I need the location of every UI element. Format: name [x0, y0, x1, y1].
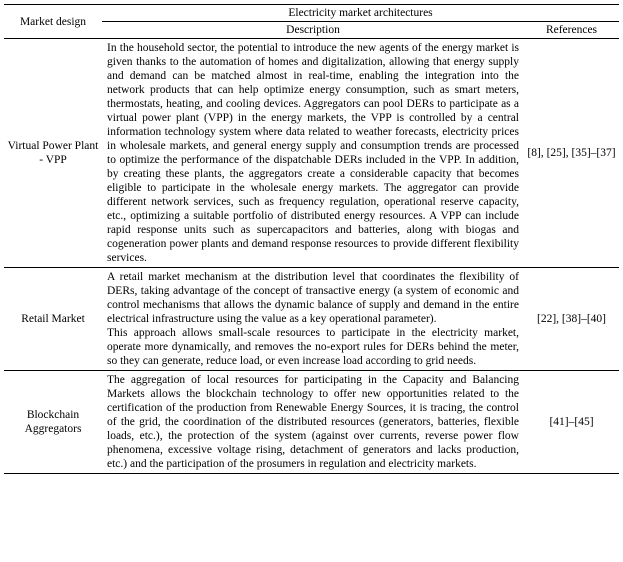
- market-design-label-blockchain: Blockchain Aggregators: [4, 371, 102, 474]
- description-paragraph: This approach allows small-scale resources to participate in the electricity market, operate more dynamically, and removes the no-export rules for DERs behind the meter, so they can generate, reduce load, or even increase load according to grid needs.: [107, 327, 519, 367]
- description-paragraph: A retail market mechanism at the distribution level that coordinates the flexibility of DERs, taking advantage of the concept of transactive energy (a system of economic and control mechanisms that allows the dynamic balance of supply and demand in the entire electrical infrastructure using the value as a key operational parameter).: [107, 271, 519, 325]
- market-design-label-vpp: Virtual Power Plant - VPP: [4, 39, 102, 268]
- table-row-vpp: [4, 39, 619, 268]
- description-paragraph: The aggregation of local resources for participating in the Capacity and Balancing Markets allows the blockchain technology to offer new opportunities related to the certification of the production from Renewable Energy Sources, it is tracing, the control of the grid, the coordination of the distributed resources (generators, batteries, flexible loads, etc.), the protection of the system (against over currents, reverse power flow phenomena, excessive voltage rising, detachment of generators and lacks production, etc.) and the participation of the prosumers in regulation and electricity markets.: [107, 374, 519, 470]
- references-cell-retail: [22], [38]–[40]: [524, 268, 619, 371]
- column-header-references: References: [524, 22, 619, 39]
- description-cell-vpp: [102, 39, 524, 268]
- table-row-retail-market: [4, 268, 619, 371]
- column-header-market-design: Market design: [4, 5, 102, 39]
- table-row-blockchain: [4, 371, 619, 474]
- market-design-label-retail: Retail Market: [4, 268, 102, 371]
- references-cell-blockchain: [41]–[45]: [524, 371, 619, 474]
- table-title: Electricity market architectures: [102, 5, 619, 22]
- description-paragraph: In the household sector, the potential to introduce the new agents of the energy market is given thanks to the automation of homes and digitalization, allowing that energy supply and demand can be matched almost in real-time, enabling the integration into the network products that can help optimize energy consumption, such as smart meters, thermostats, heating, and cooling devices. Aggregators can pool DERs to participate as a virtual power plant (VPP) in the energy markets, the VPP is controlled by a central information technology system where data related to weather forecasts, electricity prices in wholesale markets, and general energy supply and consumption trends are processed to optimize the performance of the dispatchable DERs included in the VPP. In addition, by creating these plants, the aggregators create a considerable capacity that becomes eligible to participate in the wholesale energy markets. The aggregator can provide different network services, such as frequency regulation, operational reserve capacity, etc., optimizing a suitable portfolio of distributed energy resources. A VPP can include rapid response units such as supercapacitors and batteries, along with biogas and cogeneration power plants and demand response resources to provide different flexibility services.: [107, 42, 519, 264]
- header-row-top: [4, 5, 619, 22]
- description-cell-blockchain: [102, 371, 524, 474]
- column-header-description: Description: [102, 22, 524, 39]
- description-cell-retail: [102, 268, 524, 371]
- market-architectures-table: [4, 4, 619, 474]
- references-cell-vpp: [8], [25], [35]–[37]: [524, 39, 619, 268]
